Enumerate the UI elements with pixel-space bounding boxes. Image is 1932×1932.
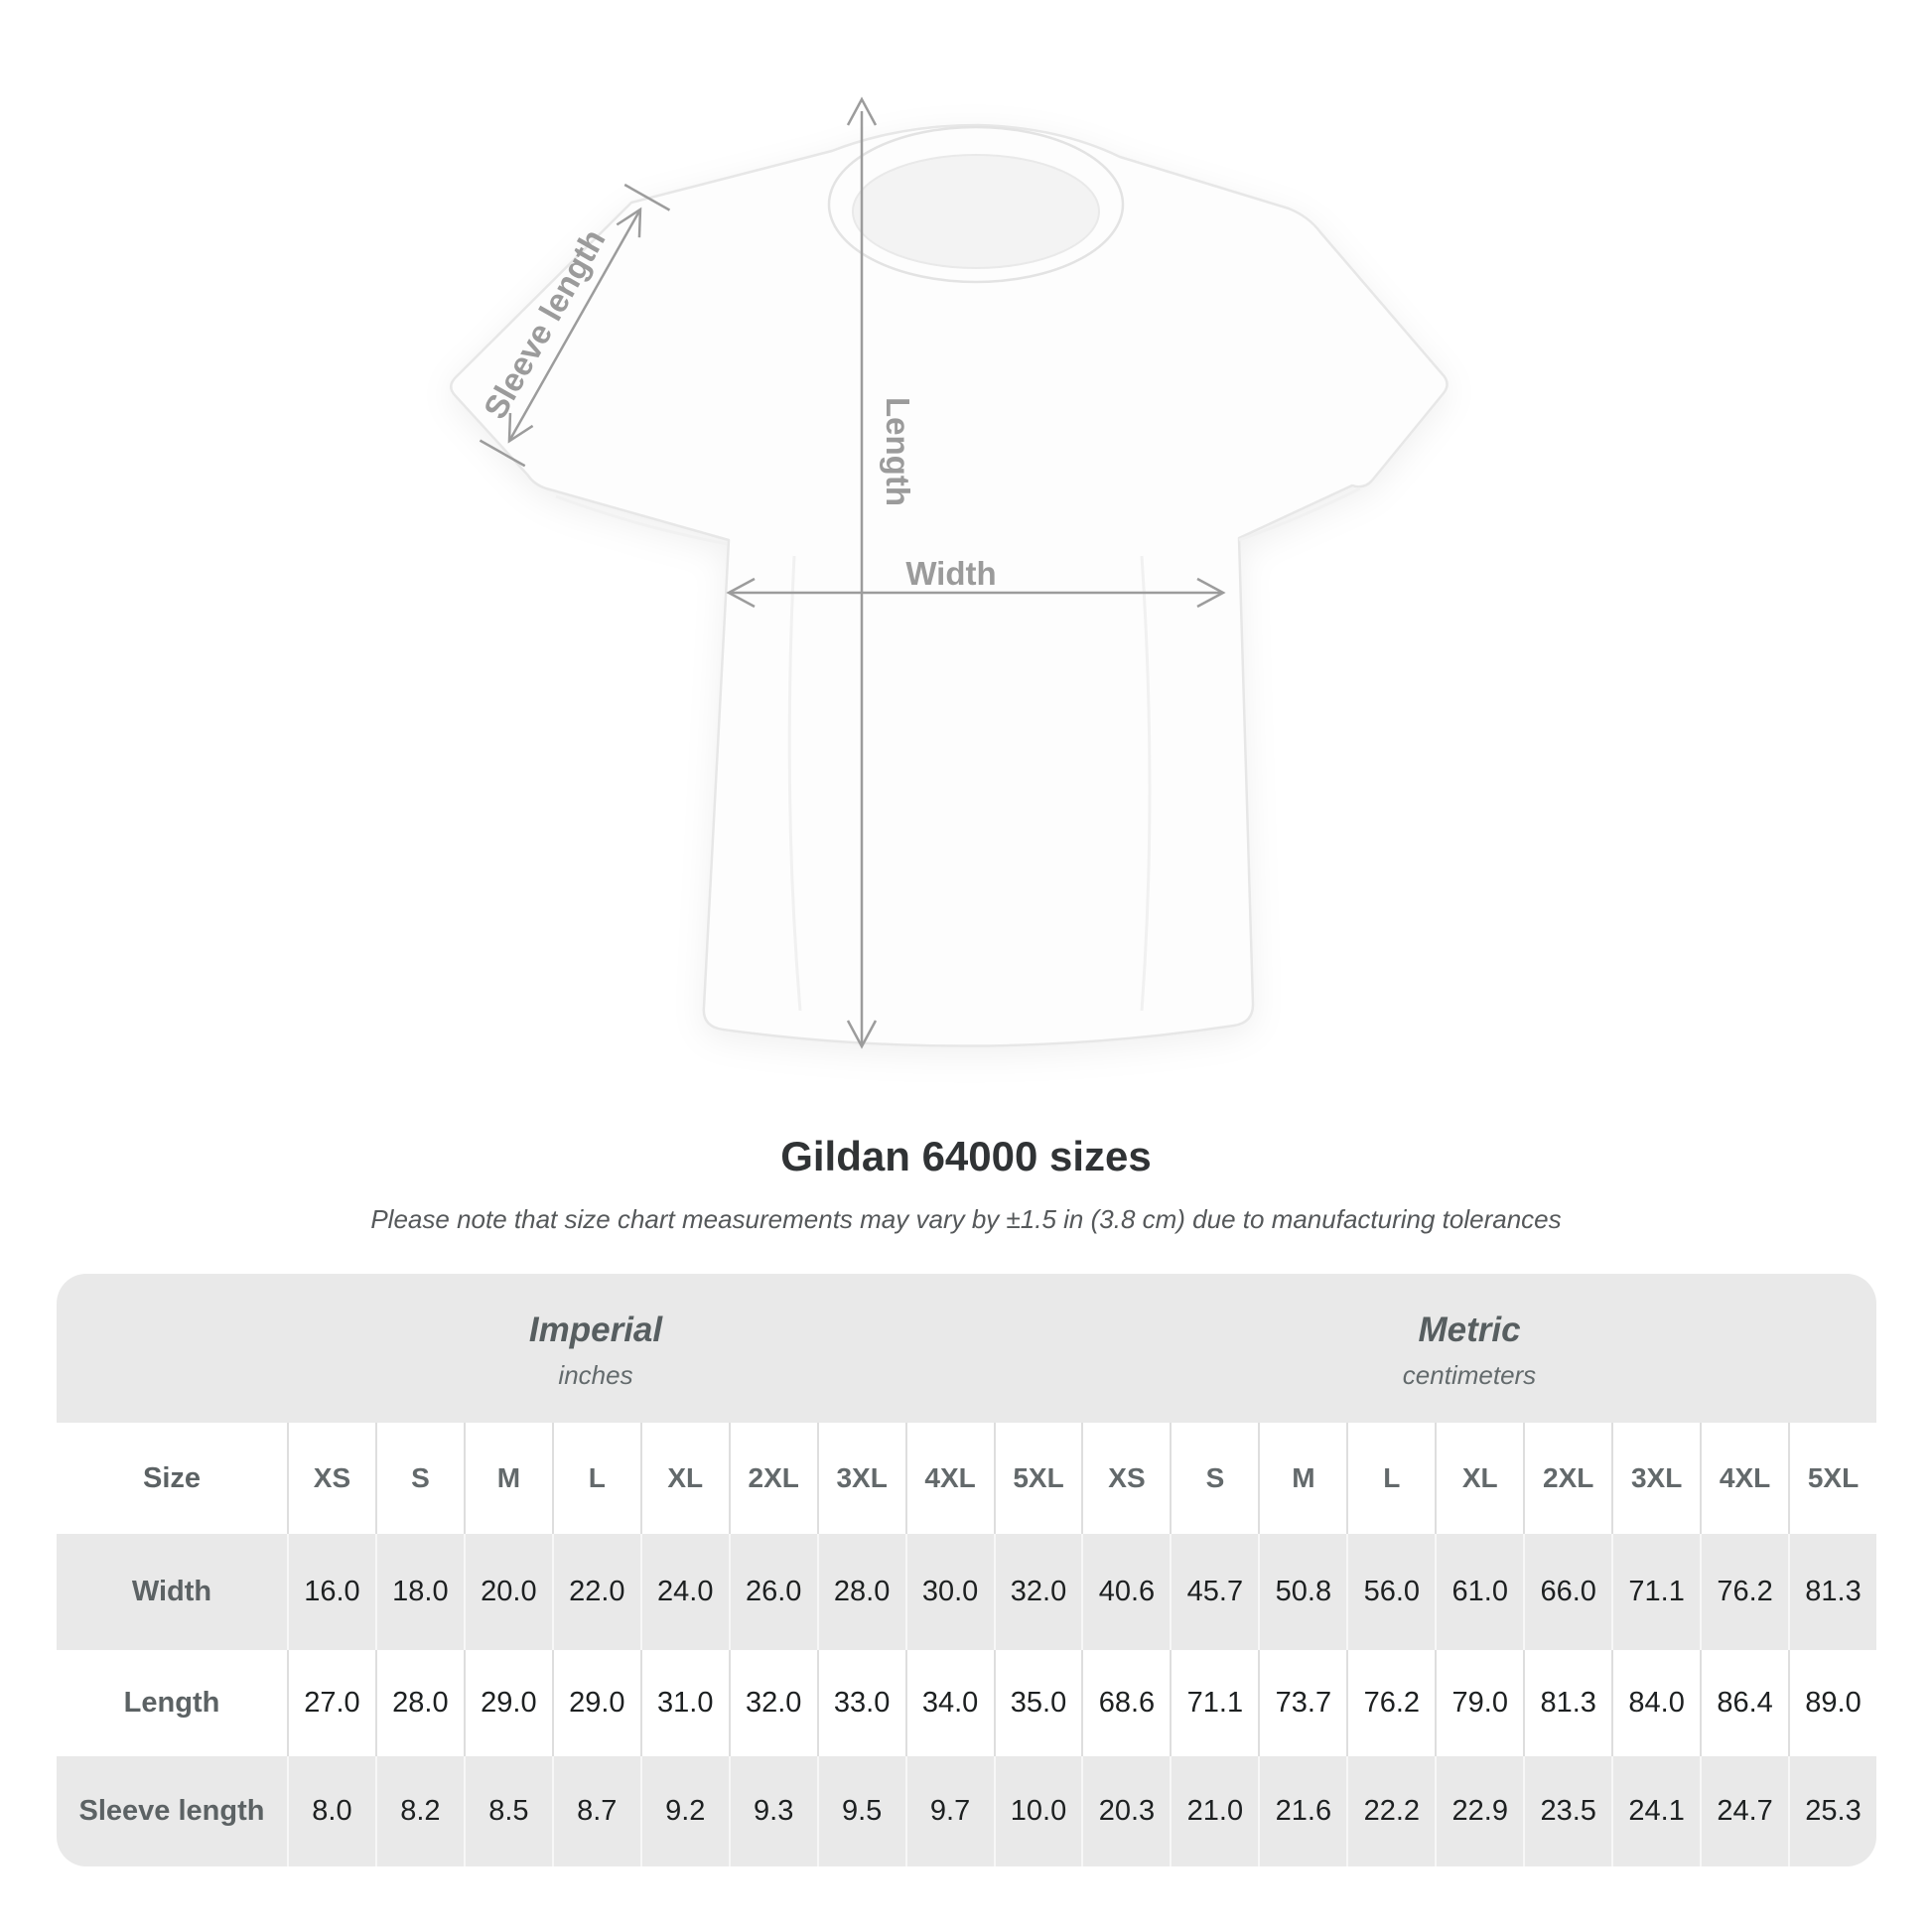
value-cell-metric: 66.0 (1523, 1534, 1611, 1650)
value-cell-metric: 76.2 (1700, 1534, 1788, 1650)
imperial-group-header (529, 1274, 662, 1425)
value-cell-imperial: 10.0 (994, 1756, 1082, 1866)
value-cell-imperial: 29.0 (464, 1650, 552, 1756)
page-title: Gildan 64000 sizes (780, 1133, 1152, 1179)
sleeve-length-label: Sleeve length (476, 222, 613, 425)
value-cell-metric: 61.0 (1435, 1534, 1523, 1650)
size-header-metric-3xl: 3XL (1611, 1423, 1700, 1534)
value-cell-imperial: 29.0 (552, 1650, 640, 1756)
size-header-metric-5xl: 5XL (1788, 1423, 1876, 1534)
value-cell-imperial: 28.0 (817, 1534, 905, 1650)
value-cell-metric: 40.6 (1081, 1534, 1170, 1650)
value-cell-imperial: 31.0 (640, 1650, 729, 1756)
value-cell-metric: 21.6 (1258, 1756, 1346, 1866)
size-header-imperial-3xl: 3XL (817, 1423, 905, 1534)
value-cell-metric: 45.7 (1170, 1534, 1258, 1650)
table-row-sleeve-length (57, 1756, 1876, 1866)
value-cell-metric: 56.0 (1346, 1534, 1435, 1650)
value-cell-imperial: 9.2 (640, 1756, 729, 1866)
value-cell-imperial: 8.2 (375, 1756, 464, 1866)
size-header-imperial-4xl: 4XL (905, 1423, 994, 1534)
size-header-metric-4xl: 4XL (1700, 1423, 1788, 1534)
value-cell-imperial: 32.0 (994, 1534, 1082, 1650)
value-cell-imperial: 28.0 (375, 1650, 464, 1756)
value-cell-metric: 79.0 (1435, 1650, 1523, 1756)
size-header-imperial-xl: XL (640, 1423, 729, 1534)
value-cell-imperial: 9.7 (905, 1756, 994, 1866)
value-cell-metric: 84.0 (1611, 1650, 1700, 1756)
size-header-metric-l: L (1346, 1423, 1435, 1534)
value-cell-imperial: 8.5 (464, 1756, 552, 1866)
size-header-imperial-m: M (464, 1423, 552, 1534)
imperial-unit-label: inches (558, 1359, 633, 1390)
size-header-imperial-l: L (552, 1423, 640, 1534)
value-cell-imperial: 27.0 (287, 1650, 375, 1756)
value-cell-imperial: 30.0 (905, 1534, 994, 1650)
value-cell-imperial: 16.0 (287, 1534, 375, 1650)
row-label: Length (123, 1687, 220, 1719)
value-cell-metric: 73.7 (1258, 1650, 1346, 1756)
value-cell-imperial: 8.0 (287, 1756, 375, 1866)
value-cell-imperial: 33.0 (817, 1650, 905, 1756)
size-header-metric-2xl: 2XL (1523, 1423, 1611, 1534)
value-cell-metric: 20.3 (1081, 1756, 1170, 1866)
value-cell-metric: 81.3 (1523, 1650, 1611, 1756)
value-cell-imperial: 34.0 (905, 1650, 994, 1756)
value-cell-metric: 25.3 (1788, 1756, 1876, 1866)
value-cell-imperial: 26.0 (729, 1534, 817, 1650)
value-cell-metric: 76.2 (1346, 1650, 1435, 1756)
value-cell-metric: 71.1 (1170, 1650, 1258, 1756)
size-column-header: Size (142, 1461, 202, 1494)
value-cell-metric: 23.5 (1523, 1756, 1611, 1866)
size-header-metric-m: M (1258, 1423, 1346, 1534)
tolerance-note: Please note that size chart measurements may vary by ±1.5 in (3.8 cm) due to manufacturing tolerances (370, 1204, 1562, 1234)
size-header-imperial-s: S (375, 1423, 464, 1534)
metric-group-header (1403, 1274, 1536, 1425)
width-label: Width (905, 555, 997, 592)
length-label: Length (880, 397, 916, 506)
size-header-metric-s: S (1170, 1423, 1258, 1534)
value-cell-imperial: 9.5 (817, 1756, 905, 1866)
metric-unit-label: centimeters (1402, 1359, 1537, 1390)
measurement-rows (57, 1534, 1876, 1866)
size-header-imperial-5xl: 5XL (994, 1423, 1082, 1534)
value-cell-metric: 89.0 (1788, 1650, 1876, 1756)
table-row-width (57, 1534, 1876, 1650)
value-cell-imperial: 18.0 (375, 1534, 464, 1650)
row-label: Sleeve length (78, 1795, 265, 1827)
value-cell-metric: 24.7 (1700, 1756, 1788, 1866)
size-header-imperial-2xl: 2XL (729, 1423, 817, 1534)
value-cell-metric: 81.3 (1788, 1534, 1876, 1650)
value-cell-metric: 86.4 (1700, 1650, 1788, 1756)
value-cell-metric: 22.2 (1346, 1756, 1435, 1866)
size-header-row (57, 1423, 1876, 1534)
value-cell-imperial: 24.0 (640, 1534, 729, 1650)
value-cell-metric: 22.9 (1435, 1756, 1523, 1866)
value-cell-metric: 71.1 (1611, 1534, 1700, 1650)
metric-label: Metric (1418, 1310, 1521, 1349)
value-cell-imperial: 9.3 (729, 1756, 817, 1866)
value-cell-imperial: 8.7 (552, 1756, 640, 1866)
value-cell-metric: 21.0 (1170, 1756, 1258, 1866)
unit-group-header-band (57, 1274, 1876, 1423)
value-cell-imperial: 20.0 (464, 1534, 552, 1650)
size-header-metric-xs: XS (1081, 1423, 1170, 1534)
table-row-length (57, 1650, 1876, 1756)
size-table (57, 1274, 1876, 1866)
collar-opening (853, 155, 1099, 268)
value-cell-metric: 68.6 (1081, 1650, 1170, 1756)
size-header-imperial-xs: XS (287, 1423, 375, 1534)
row-label: Width (131, 1576, 212, 1607)
imperial-label: Imperial (528, 1310, 663, 1349)
value-cell-imperial: 32.0 (729, 1650, 817, 1756)
value-cell-metric: 24.1 (1611, 1756, 1700, 1866)
value-cell-imperial: 22.0 (552, 1534, 640, 1650)
size-header-metric-xl: XL (1435, 1423, 1523, 1534)
value-cell-metric: 50.8 (1258, 1534, 1346, 1650)
value-cell-imperial: 35.0 (994, 1650, 1082, 1756)
